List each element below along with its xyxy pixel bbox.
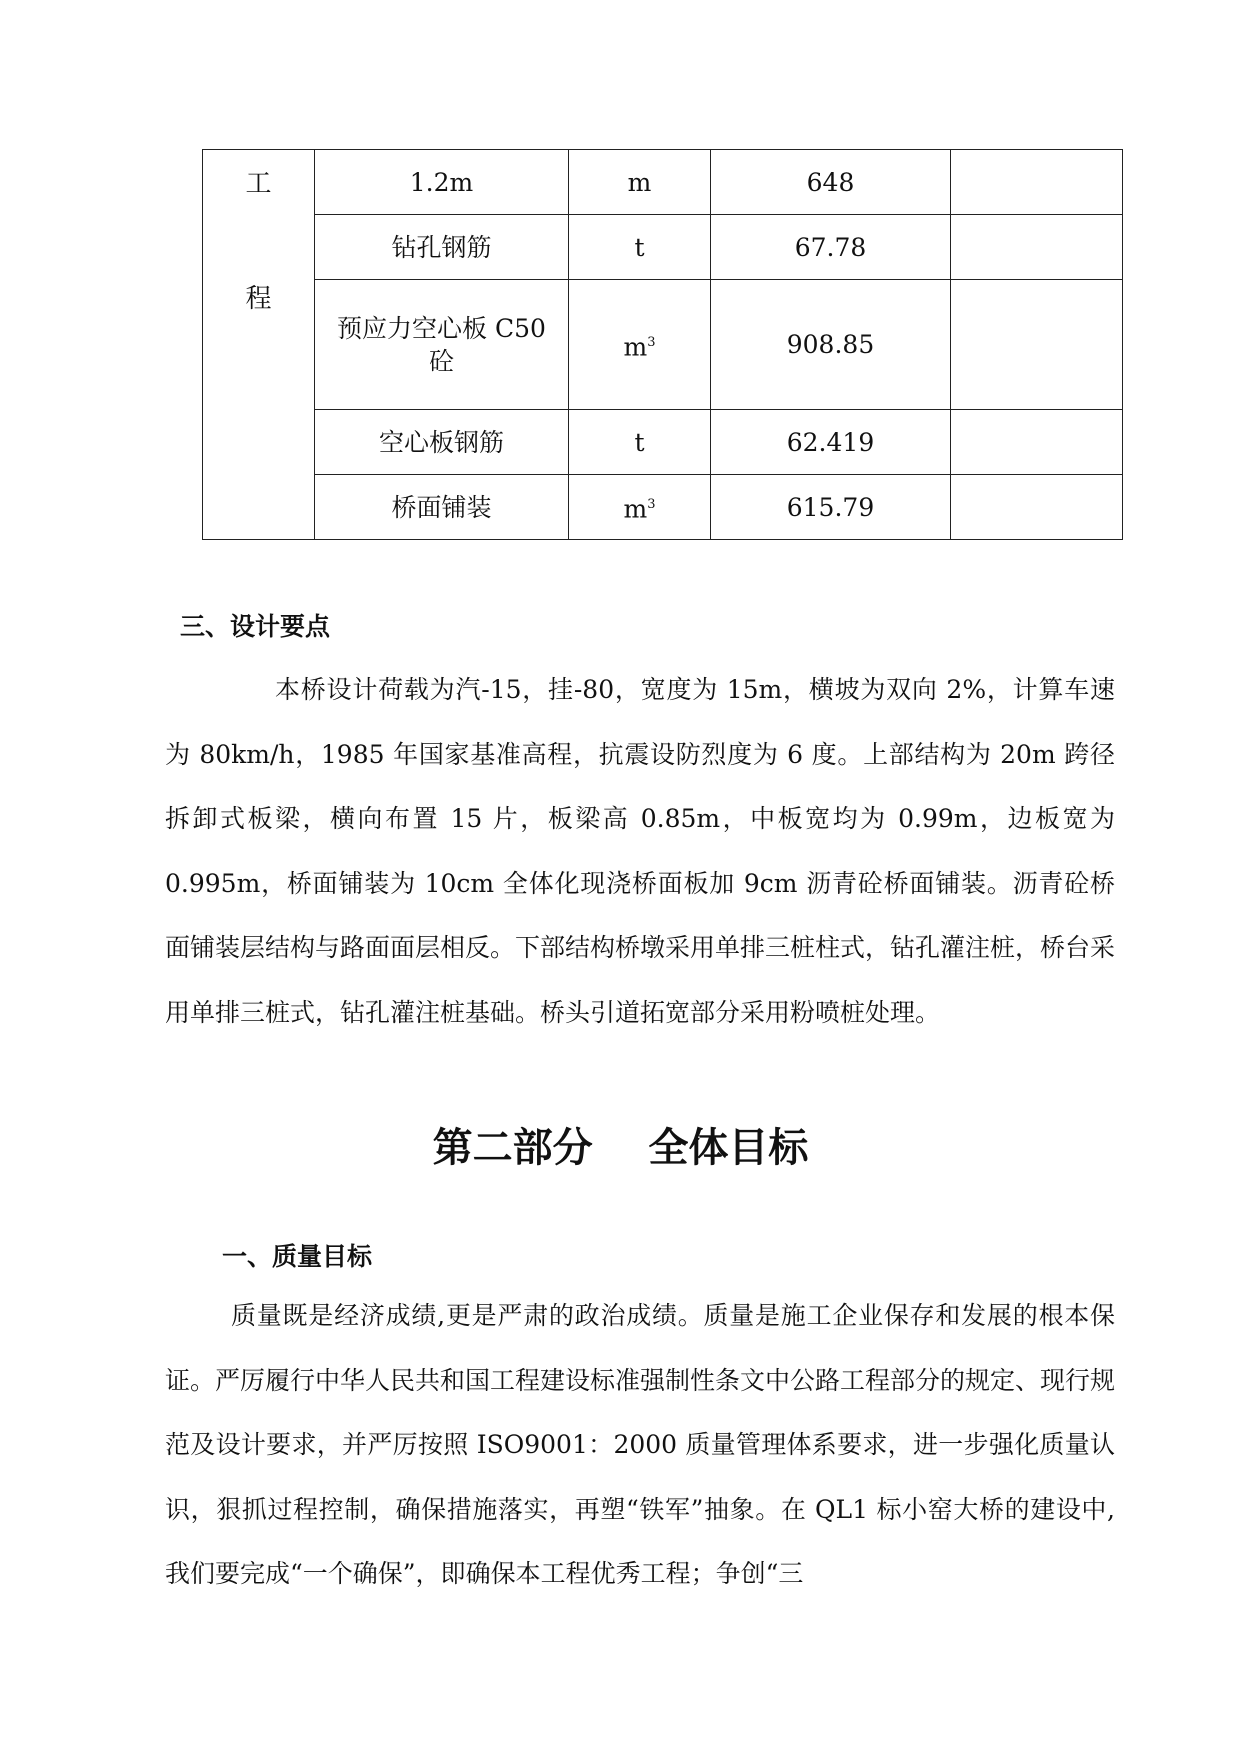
quantity-cell: 615.79 [711,475,951,540]
unit-cell: t [569,410,711,475]
remark-cell [951,215,1123,280]
item-name-line: 预应力空心板 C50 [337,313,546,343]
quantity-cell: 62.419 [711,410,951,475]
quality-heading: 一、质量目标 [222,1242,373,1271]
table-row [203,475,1123,540]
unit-cell: m [569,150,711,215]
unit-base: m [623,332,648,362]
unit-base: m [623,494,648,524]
part-title: 第二部分 全体目标 [432,1125,809,1171]
remark-cell [951,410,1123,475]
remark-cell [951,280,1123,410]
item-name-line: 砼 [428,346,454,376]
category-char: 程 [245,284,272,314]
item-name-cell [315,280,569,410]
quality-paragraph: 质量既是经济成绩,更是严肃的政治成绩。质量是施工企业保存和发展的根本保证。严厉履行中华人民共和国工程建设标准强制性条文中公路工程部分的规定、现行规范及设计要求，并严厉按照 ISO9001：2000 质量管理体系要求，进一步强化质量认识，狠抓过程控制，确保措施落实，再塑“铁军”抽象。在 QL1 标小窑大桥的建设中,我们要完成“一个确保”，即确保本工程优秀工程；争创“三 [165,1301,1116,1588]
unit-superscript: 3 [647,334,656,350]
quantity-cell: 67.78 [711,215,951,280]
table-row [203,215,1123,280]
quantity-cell: 908.85 [711,280,951,410]
category-cell [203,150,315,540]
table-row [203,410,1123,475]
remark-cell [951,150,1123,215]
item-name-cell: 桥面铺装 [315,475,569,540]
design-section-heading: 三、设计要点 [180,612,331,641]
unit-cell [569,475,711,540]
category-char: 工 [245,169,272,199]
table-row [203,150,1123,215]
item-name-cell: 空心板钢筋 [315,410,569,475]
unit-cell: t [569,215,711,280]
item-name-cell: 钻孔钢筋 [315,215,569,280]
quantity-table [202,149,1123,540]
quantity-cell: 648 [711,150,951,215]
design-paragraph: 本桥设计荷载为汽-15，挂-80，宽度为 15m，横坡为双向 2%，计算车速为 80km/h，1985 年国家基准高程，抗震设防烈度为 6 度。上部结构为 20m 跨径拆卸式板梁，横向布置 15 片，板梁高 0.85m，中板宽均为 0.99m，边板宽为 0.995m，桥面铺装为 10cm 全体化现浇桥面板加 9cm 沥青砼桥面铺装。沥青砼桥面铺装层结构与路面面层相反。下部结构桥墩采用单排三桩柱式，钻孔灌注桩，桥台采用单排三桩式，钻孔灌注桩基础。桥头引道拓宽部分采用粉喷桩处理。 [165,675,1116,1027]
remark-cell [951,475,1123,540]
item-name-cell: 1.2m [315,150,569,215]
unit-superscript: 3 [647,497,656,513]
table-row [203,280,1123,410]
unit-cell [569,280,711,410]
